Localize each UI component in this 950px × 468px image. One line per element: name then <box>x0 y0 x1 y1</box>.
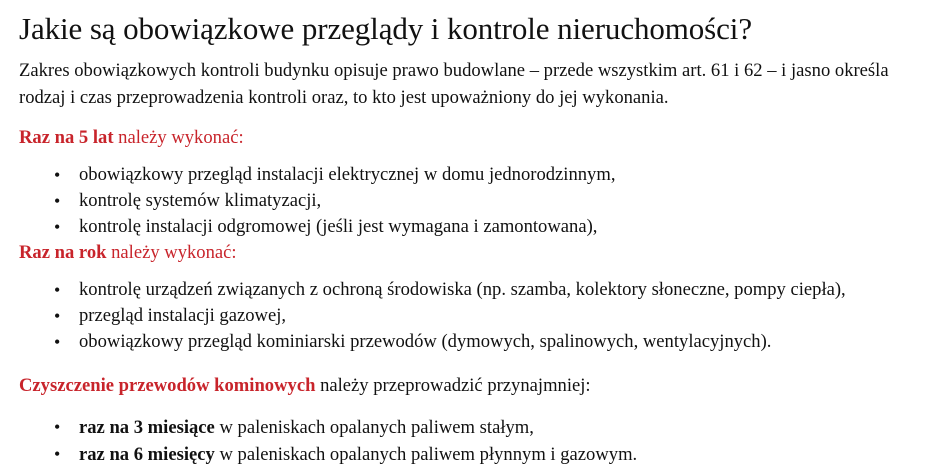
list-item-text: w paleniskach opalanych paliwem stałym, <box>214 417 534 438</box>
list-chimney <box>19 414 950 468</box>
section-heading-bold: Czyszczenie przewodów kominowych <box>19 375 316 396</box>
bullet-icon: • <box>54 217 61 237</box>
section-heading-bold: Raz na rok <box>19 242 107 263</box>
list-item <box>19 414 950 441</box>
list-item <box>19 329 950 355</box>
list-item <box>19 188 950 214</box>
section-heading-bold: Raz na 5 lat <box>19 127 114 148</box>
intro-paragraph: Zakres obowiązkowych kontroli budynku opisuje prawo budowlane – przede wszystkim art. 61 i 62 – i jasno określa rodzaj i czas przeprowadzenia kontroli oraz, to kto jest upoważniony do jej wykonania. <box>19 60 889 108</box>
list-item-text: w paleniskach opalanych paliwem płynnym i gazowym. <box>214 444 638 465</box>
list-item <box>19 214 950 240</box>
list-yearly <box>19 277 950 355</box>
bullet-icon: • <box>54 191 61 211</box>
page-title: Jakie są obowiązkowe przeglądy i kontrole nieruchomości? <box>19 11 752 46</box>
list-item <box>19 162 950 188</box>
list-item <box>19 303 950 329</box>
list-item-text: przegląd instalacji gazowej, <box>79 305 287 326</box>
list-5-years <box>19 162 950 240</box>
section-heading-5-years <box>19 125 950 151</box>
section-heading-yearly <box>19 240 950 266</box>
list-item-bold: raz na 6 miesięcy <box>79 444 215 465</box>
list-item-text: kontrolę urządzeń związanych z ochroną środowiska (np. szamba, kolektory słoneczne, pompy ciepła), <box>79 279 846 300</box>
list-item-bold: raz na 3 miesiące <box>79 417 215 438</box>
list-item-text: obowiązkowy przegląd instalacji elektrycznej w domu jednorodzinnym, <box>79 164 616 185</box>
bullet-icon: • <box>54 332 61 352</box>
section-heading-rest: należy przeprowadzić przynajmniej: <box>315 375 591 396</box>
bullet-icon: • <box>54 306 61 326</box>
bullet-icon: • <box>54 280 61 300</box>
section-heading-chimney <box>19 373 950 399</box>
list-item-text: obowiązkowy przegląd kominiarski przewodów (dymowych, spalinowych, wentylacyjnych). <box>79 331 772 352</box>
list-item-text: kontrolę systemów klimatyzacji, <box>79 190 322 211</box>
section-heading-rest: należy wykonać: <box>106 242 237 263</box>
list-item-text: kontrolę instalacji odgromowej (jeśli jest wymagana i zamontowana), <box>79 216 598 237</box>
section-heading-rest: należy wykonać: <box>113 127 244 148</box>
list-item <box>19 277 950 303</box>
bullet-icon: • <box>54 417 61 437</box>
bullet-icon: • <box>54 165 61 185</box>
bullet-icon: • <box>54 444 61 464</box>
